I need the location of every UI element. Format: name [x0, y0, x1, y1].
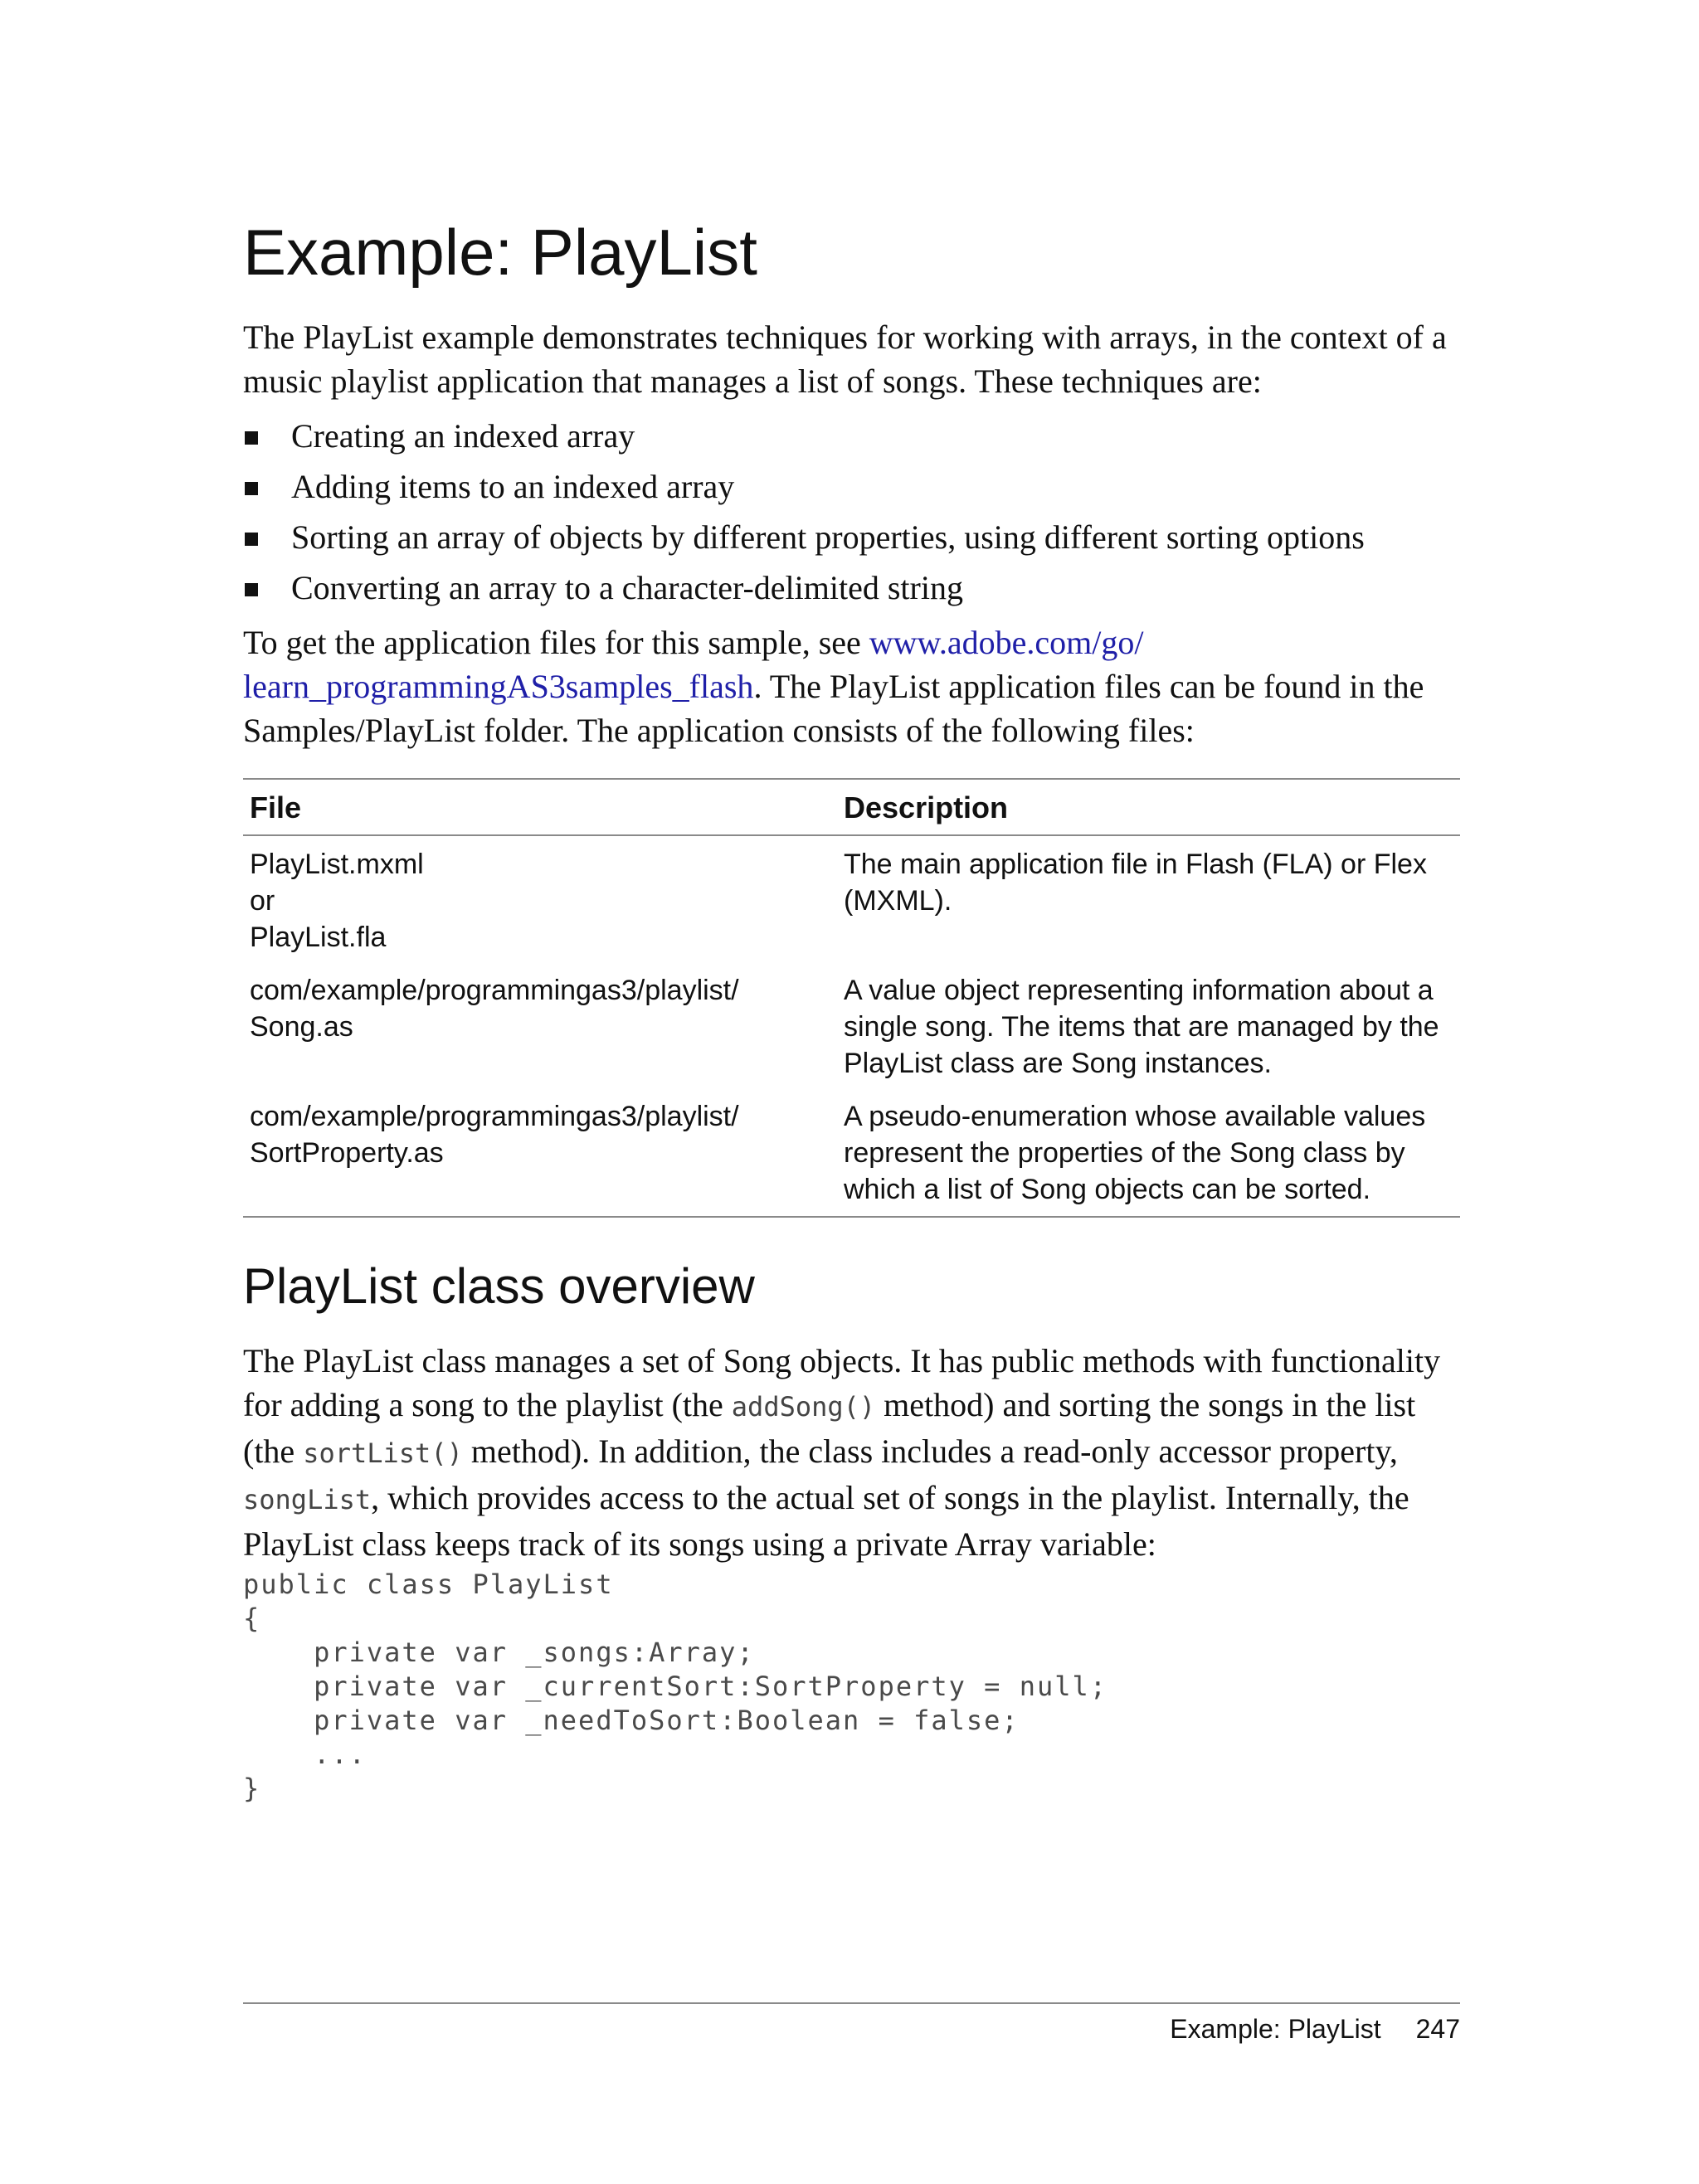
page-footer [1170, 2014, 1460, 2045]
file-name-line: SortProperty.as [250, 1137, 444, 1169]
column-header-description: Description [837, 779, 1460, 835]
square-bullet-icon [245, 583, 258, 596]
file-name-line: PlayList.mxml [250, 849, 424, 880]
square-bullet-icon [245, 482, 258, 495]
table-row [243, 962, 1460, 1088]
samples-link-part1[interactable]: www.adobe.com/go/ [869, 624, 1144, 661]
samples-link-part2[interactable]: learn_programmingAS3samples_flash [243, 668, 754, 705]
file-name-line: Song.as [250, 1011, 353, 1043]
file-name-line: com/example/programmingas3/playlist/ [250, 975, 739, 1006]
list-item-text: Sorting an array of objects by different properties, using different sorting options [291, 518, 1365, 556]
files-text-after: . The PlayList application files can be found in the Samples/PlayList folder. The application consists of the following files: [243, 668, 1424, 749]
inline-code: addSong() [731, 1391, 876, 1423]
square-bullet-icon [245, 533, 258, 546]
description-cell: A value object representing information about a single song. The items that are managed by the PlayList class are Song instances. [844, 975, 1439, 1079]
file-name-line: com/example/programmingas3/playlist/ [250, 1101, 739, 1132]
technique-list [243, 413, 1460, 615]
files-table [243, 778, 1460, 1218]
page-number: 247 [1415, 2014, 1460, 2044]
file-cell [243, 962, 837, 1088]
description-cell: A pseudo-enumeration whose available values represent the properties of the Song class by which a list of Song objects can be sorted. [837, 1088, 1460, 1217]
overview-text: , which provides access to the actual set of songs in the playlist. Internally, the PlayList class keeps track of its songs using a private Array variable: [243, 1479, 1409, 1563]
file-name-line: PlayList.fla [250, 922, 387, 953]
inline-code: sortList() [303, 1437, 463, 1469]
description-cell: The main application file in Flash (FLA) or Flex (MXML). [844, 849, 1427, 917]
page-title: Example: PlayList [243, 216, 757, 289]
overview-text: method). In addition, the class includes a read-only accessor property, [462, 1432, 1398, 1470]
file-cell [243, 835, 837, 962]
inline-code: songList [243, 1484, 372, 1515]
list-item-text: Converting an array to a character-delimited string [291, 569, 963, 606]
table-header-row [243, 779, 1460, 835]
footer-divider [243, 2002, 1460, 2004]
code-block: public class PlayList { private var _songs:Array; private var _currentSort:SortProperty = null; private var _needToSort:Boolean = false; ... } [243, 1569, 1108, 1804]
overview-text: method) and sorting the songs in the list (the [243, 1386, 1416, 1470]
list-item [243, 514, 1460, 565]
list-item [243, 565, 1460, 615]
files-paragraph [243, 620, 1460, 752]
file-cell [243, 1088, 837, 1217]
column-header-file: File [243, 779, 837, 835]
list-item-text: Creating an indexed array [291, 417, 635, 455]
files-text-before: To get the application files for this sample, see [243, 624, 869, 661]
table-row [243, 1088, 1460, 1217]
list-item [243, 413, 1460, 464]
file-name-line: or [250, 885, 275, 917]
overview-text: The PlayList class manages a set of Song objects. It has public methods with functionality for adding a song to the playlist (the [243, 1342, 1441, 1423]
table-row [243, 835, 1460, 962]
list-item [243, 464, 1460, 514]
section-heading: PlayList class overview [243, 1258, 755, 1314]
footer-label: Example: PlayList [1170, 2014, 1381, 2044]
intro-paragraph: The PlayList example demonstrates techniques for working with arrays, in the context of a music playlist application that manages a list of songs. These techniques are: [243, 319, 1447, 400]
list-item-text: Adding items to an indexed array [291, 468, 735, 505]
overview-paragraph [243, 1339, 1460, 1566]
square-bullet-icon [245, 431, 258, 445]
